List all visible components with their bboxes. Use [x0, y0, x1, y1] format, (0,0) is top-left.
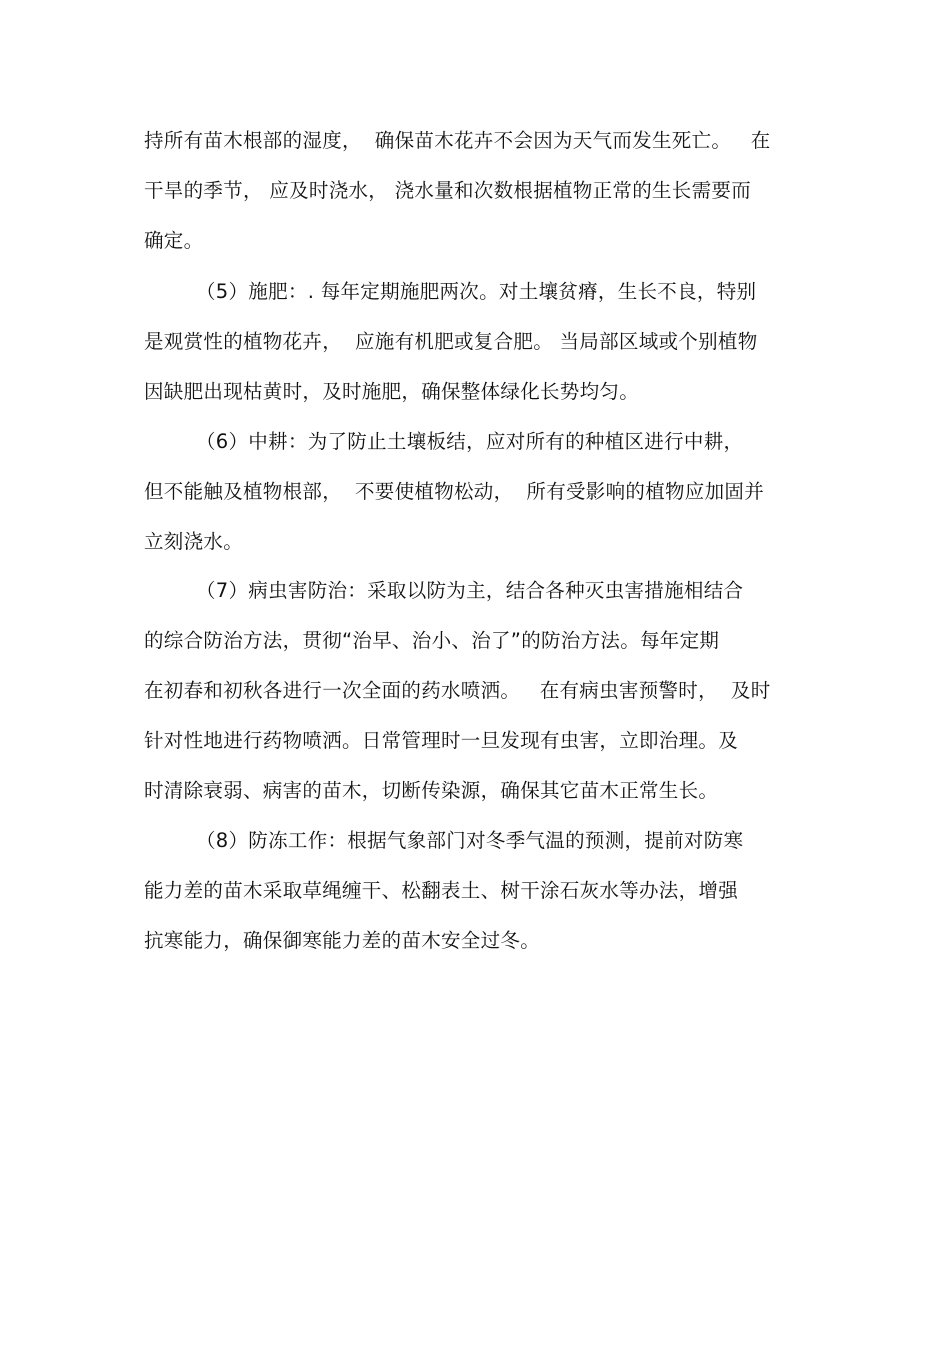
text-line: （8）防冻工作：根据气象部门对冬季气温的预测，提前对防寒: [196, 829, 744, 852]
text-line: 的综合防治方法，贯彻“治早、治小、治了”的防治方法。每年定期: [144, 629, 720, 652]
text-line: 能力差的苗木采取草绳缠干、松翻表土、树干涂石灰水等办法，增强: [144, 879, 739, 902]
text-line: （6）中耕：为了防止土壤板结，应对所有的种植区进行中耕，: [196, 430, 744, 453]
text-line: 抗寒能力，确保御寒能力差的苗木安全过冬。: [144, 929, 541, 952]
text-line: 在初春和初秋各进行一次全面的药水喷洒。 在有病虫害预警时， 及时: [144, 679, 771, 702]
text-line: 时清除衰弱、病害的苗木，切断传染源，确保其它苗木正常生长。: [144, 779, 719, 802]
text-line: 持所有苗木根部的湿度， 确保苗木花卉不会因为天气而发生死亡。 在: [144, 129, 771, 152]
text-line: （7）病虫害防治：采取以防为主，结合各种灭虫害措施相结合: [196, 579, 744, 602]
text-line: 确定。: [144, 229, 204, 252]
text-line: 但不能触及植物根部， 不要使植物松动， 所有受影响的植物应加固并: [144, 480, 764, 503]
text-line: （5）施肥：. 每年定期施肥两次。对土壤贫瘠，生长不良，特别: [196, 280, 757, 303]
text-line: 干旱的季节， 应及时浇水， 浇水量和次数根据植物正常的生长需要而: [144, 179, 751, 202]
text-line: 立刻浇水。: [144, 530, 244, 553]
text-line: 是观赏性的植物花卉， 应施有机肥或复合肥。 当局部区域或个别植物: [144, 330, 758, 353]
text-line: 因缺肥出现枯黄时，及时施肥，确保整体绿化长势均匀。: [144, 380, 640, 403]
text-line: 针对性地进行药物喷洒。日常管理时一旦发现有虫害，立即治理。及: [144, 729, 739, 752]
